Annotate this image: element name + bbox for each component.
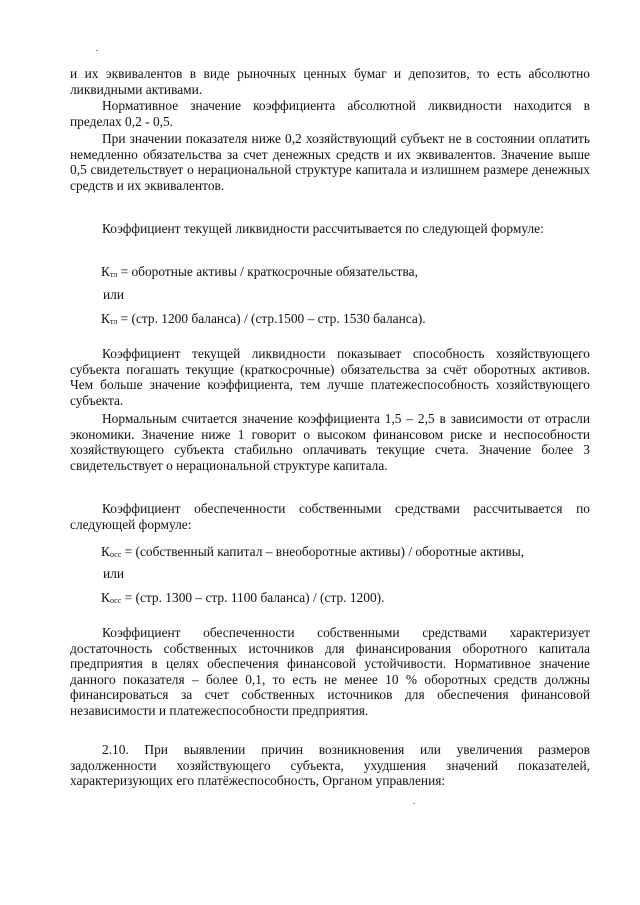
paragraph-6: Нормальным считается значение коэффициента 1,5 – 2,5 в зависимости от отрасли экономики. Значение ниже 1 говорит о высоком финансовом риске и неспособности хозяйствующего субъекта стабильно оплачивать текущие счета. Значение более 3 свидетельствует о нерациональной структуре капитала. bbox=[70, 411, 590, 473]
formula-text: = (собственный капитал – внеоборотные активы) / оборотные активы, bbox=[121, 544, 525, 559]
formula-symbol: К bbox=[101, 544, 110, 559]
paragraph-9: 2.10. При выявлении причин возникновения или увеличения размеров задолженности хозяйствующего субъекта, ухудшения значений показателей, характеризующих его платёжеспособность, Органом управления: bbox=[70, 742, 590, 789]
formula-symbol: К bbox=[101, 264, 110, 279]
formula-text: = (стр. 1200 баланса) / (стр.1500 – стр. 1530 баланса). bbox=[117, 311, 426, 326]
paragraph-3: При значении показателя ниже 0,2 хозяйствующий субъект не в состоянии оплатить немедленно обязательства за счет денежных средств и их эквивалентов. Значение выше 0,5 свидетельствует о нерациональной структуре капитала и излишнем размере денежных средств и их эквивалентов. bbox=[70, 131, 590, 193]
formula-ktl-lines bbox=[101, 311, 426, 330]
scan-speck bbox=[413, 803, 415, 804]
formula-subscript: тл bbox=[109, 317, 118, 326]
formula-ktl bbox=[101, 264, 418, 283]
scan-speck bbox=[96, 50, 98, 51]
paragraph-1: и их эквивалентов в виде рыночных ценных бумаг и депозитов, то есть абсолютно ликвидными активами. bbox=[70, 66, 590, 97]
formula-text: = оборотные активы / краткосрочные обязательства, bbox=[117, 264, 418, 279]
formula-koss bbox=[101, 544, 524, 563]
formula-koss-lines bbox=[101, 590, 384, 609]
or-label-1: или bbox=[103, 287, 125, 302]
paragraph-4: Коэффициент текущей ликвидности рассчитывается по следующей формуле: bbox=[102, 221, 544, 236]
formula-subscript: осс bbox=[109, 596, 122, 605]
paragraph-7: Коэффициент обеспеченности собственными средствами рассчитывается по следующей формуле: bbox=[70, 501, 590, 532]
formula-subscript: тл bbox=[109, 270, 118, 279]
paragraph-5: Коэффициент текущей ликвидности показывает способность хозяйствующего субъекта погашать текущие (краткосрочные) обязательства за счёт оборотных активов. Чем больше значение коэффициента, тем лучше платежеспособность хозяйствующего субъекта. bbox=[70, 346, 590, 408]
paragraph-2: Нормативное значение коэффициента абсолютной ликвидности находится в пределах 0,2 - 0,5. bbox=[70, 98, 590, 129]
formula-subscript: осс bbox=[109, 550, 122, 559]
or-label-2: или bbox=[103, 566, 125, 581]
formula-text: = (стр. 1300 – стр. 1100 баланса) / (стр. 1200). bbox=[121, 590, 385, 605]
formula-symbol: К bbox=[101, 590, 110, 605]
formula-symbol: К bbox=[101, 311, 110, 326]
paragraph-8: Коэффициент обеспеченности собственными средствами характеризует достаточность собственных источников для финансирования оборотного капитала предприятия в целях обеспечения финансовой устойчивости. Нормативное значение данного показателя – более 0,1, то есть не менее 10 % оборотных средств должны финансироваться за счет собственных источников для обеспечения финансовой независимости и платежеспособности предприятия. bbox=[70, 625, 590, 718]
